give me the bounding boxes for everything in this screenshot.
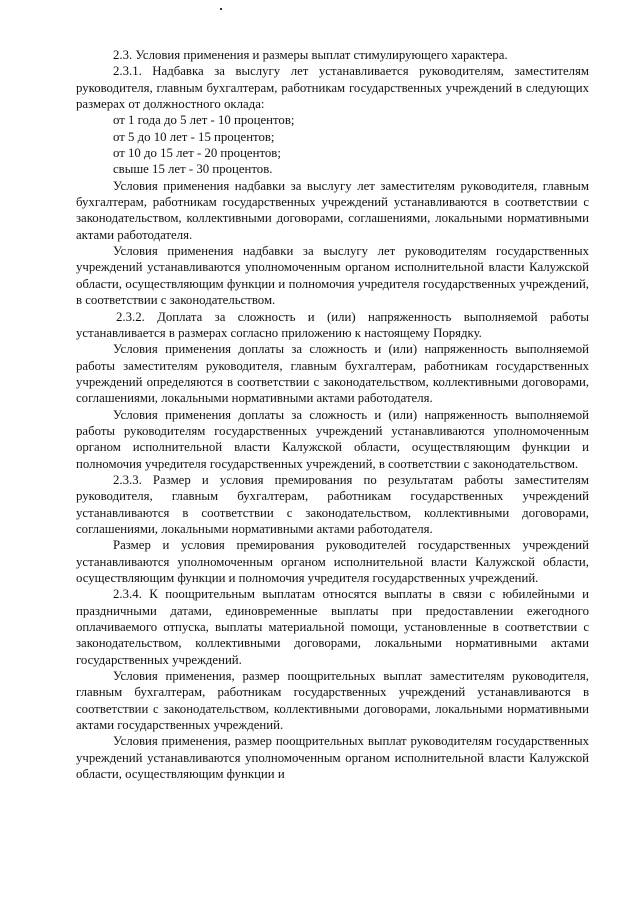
scan-speck	[220, 8, 222, 10]
paragraph: Условия применения доплаты за сложность и (или) напряженность выполняемой работы руководителям государственных учреждений устанавливаются уполномоченным органом исполнительной власти Калужской области, осуществляющим функции и полномочия учредителя государственных учреждений, в соответствии с законодательством.	[76, 407, 589, 471]
paragraph-2-3-3: 2.3.3. Размер и условия премирования по результатам работы заместителям руководителя, главным бухгалтерам, работникам государственных учреждений устанавливаются в соответствии с законодательством, коллективными договорами, соглашениями, локальными нормативными актами работодателя.	[76, 472, 589, 536]
list-item: от 5 до 10 лет - 15 процентов;	[113, 129, 275, 144]
list-item: от 10 до 15 лет - 20 процентов;	[113, 146, 281, 161]
section-heading: 2.3. Условия применения и размеры выплат стимулирующего характера.	[113, 48, 508, 62]
paragraph: Размер и условия премирования руководителей государственных учреждений устанавливаются уполномоченным органом исполнительной власти Калужской области, осуществляющим функции и полномочия учредителя государственных учреждений.	[76, 538, 589, 585]
paragraph: Условия применения надбавки за выслугу лет заместителям руководителя, главным бухгалтерам, работникам государственных учреждений устанавливаются в соответствии с законодательством, коллективными договорами, соглашениями, локальными нормативными актами работодателя.	[76, 178, 589, 242]
paragraph-2-3-1: 2.3.1. Надбавка за выслугу лет устанавливается руководителям, заместителям руководителя, главным бухгалтерам, работникам государственных учреждений в следующих размерах от должностного оклада:	[76, 64, 589, 112]
document-page	[76, 47, 589, 782]
paragraph: Условия применения надбавки за выслугу лет руководителям государственных учреждений устанавливаются уполномоченным органом исполнительной власти Калужской области, осуществляющим функции и полномочия учредителя государственных учреждений, в соответствии с законодательством.	[76, 244, 589, 308]
paragraph-2-3-2: 2.3.2. Доплата за сложность и (или) напряженность выполняемой работы устанавливается в размерах согласно приложению к настоящему Порядку.	[76, 309, 589, 340]
paragraph: Условия применения, размер поощрительных выплат заместителям руководителя, главным бухгалтерам, работникам государственных учреждений устанавливаются в соответствии с законодательством, коллективными договорами, локальными нормативными актами государственных учреждений.	[76, 669, 589, 733]
paragraph: Условия применения, размер поощрительных выплат руководителям государственных учреждений устанавливаются уполномоченным органом исполнительной власти Калужской области, осуществляющим функции и	[76, 734, 589, 782]
list-item: свыше 15 лет - 30 процентов.	[113, 162, 273, 177]
list-item: от 1 года до 5 лет - 10 процентов;	[113, 113, 295, 128]
paragraph: Условия применения доплаты за сложность и (или) напряженность выполняемой работы заместителям руководителя, главным бухгалтерам, работникам государственных учреждений определяются в соответствии с законодательством, коллективными договорами, соглашениями, локальными нормативными актами работодателя.	[76, 342, 589, 406]
paragraph-2-3-4: 2.3.4. К поощрительным выплатам относятся выплаты в связи с юбилейными и праздничными датами, единовременные выплаты при предоставлении ежегодного оплачиваемого отпуска, выплаты материальной помощи, установленные в соответствии с законодательством, коллективными договорами, локальными нормативными актами государственных учреждений.	[76, 587, 589, 667]
